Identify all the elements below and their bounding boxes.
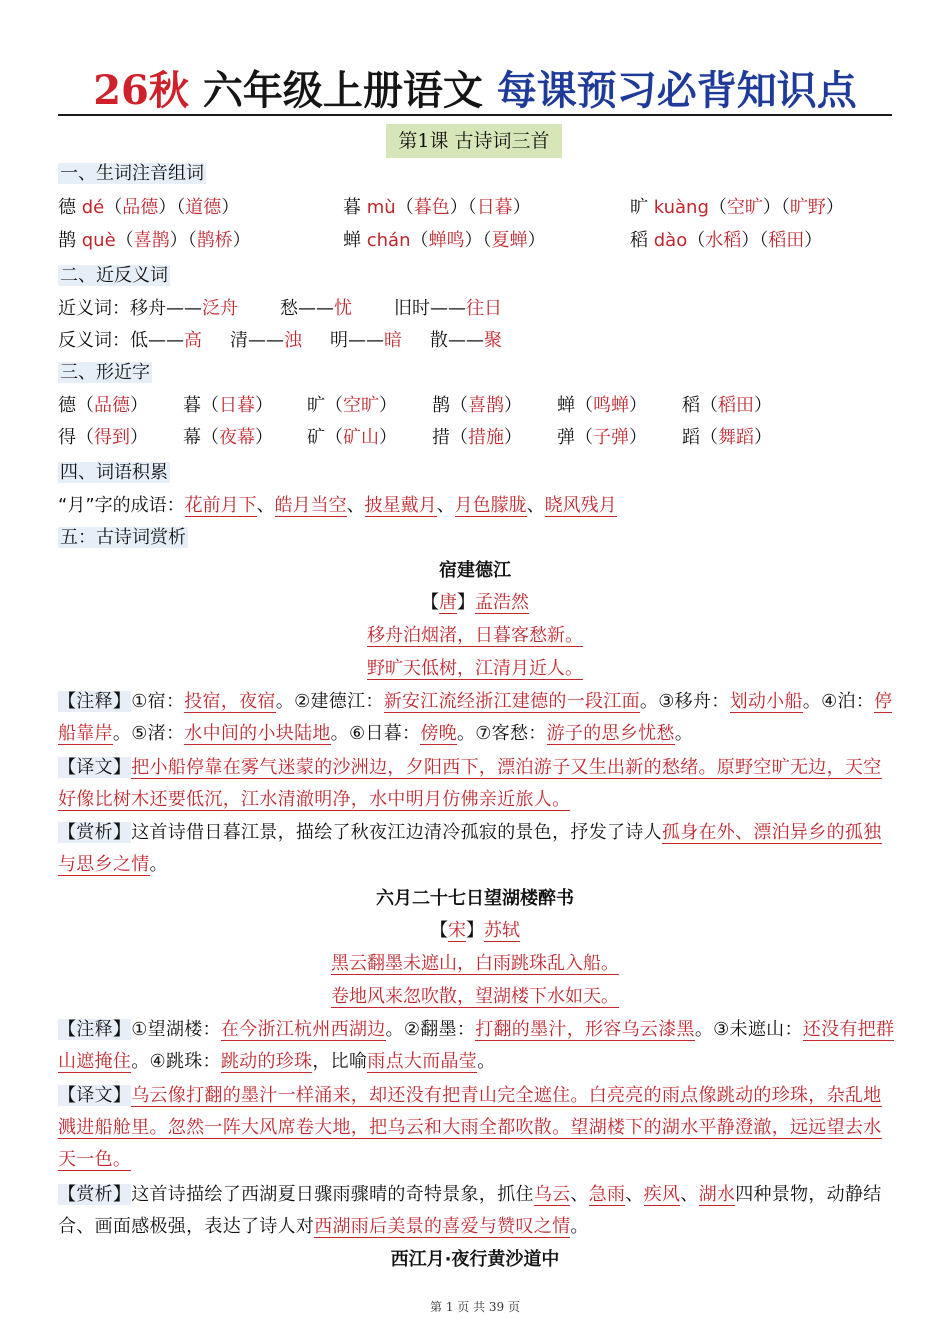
similar-char: 鹊 [432, 395, 450, 416]
vocab-item: 蝉 chán（蝉鸣）（夏蝉） [343, 230, 546, 251]
dash: —— [248, 330, 284, 351]
vocab-pinyin: dào [653, 230, 688, 251]
poem2-appreciation: 【赏析】这首诗描绘了西湖夏日骤雨骤晴的奇特景象，抓住乌云、急雨、疾风、湖水四种景物，动静结合、画面感极强，表达了诗人对西湖雨后美景的喜爱与赞叹之情。 [58, 1184, 882, 1237]
vocab-word: 喜鹊 [133, 230, 170, 251]
vocab-char: 鹊 [58, 230, 76, 251]
synonyms-pair [394, 295, 502, 323]
similar-word: 品德 [94, 395, 130, 416]
idiom-item: 月色朦胧 [454, 495, 527, 516]
similar-word: 舞蹈 [718, 427, 754, 448]
note-key: ③移舟： [658, 691, 730, 712]
vocab-item: 旷 kuàng（空旷）（旷野） [630, 197, 844, 218]
scenery-item: 疾风 [643, 1184, 681, 1205]
synonyms-word: 移舟 [130, 298, 166, 319]
similar-word: 子弹 [593, 427, 629, 448]
idiom-item: 披星戴月 [364, 495, 437, 516]
poem1-byline: 【唐】孟浩然 [421, 592, 529, 613]
note-key: ④泊： [821, 691, 875, 712]
antonyms-row: 反义词：低——高 清——浊 明——暗 散——聚 [58, 327, 502, 355]
similar-char: 措 [432, 427, 450, 448]
similar-char: 暮 [183, 395, 201, 416]
antonyms-word: 清 [230, 330, 248, 351]
synonyms-word: 愁 [280, 298, 298, 319]
synonyms-pair [280, 295, 352, 323]
note-key: ⑦客愁： [475, 723, 547, 744]
similar-word: 夜幕 [219, 427, 255, 448]
antonyms-pair [430, 327, 502, 355]
poem1-title: 宿建德江 [439, 560, 511, 581]
idioms-row: “月”字的成语：花前月下、皓月当空、披星戴月、月色朦胧、晓风残月 [58, 495, 617, 516]
vocab-word: 暮色 [413, 197, 450, 218]
similar-char: 幕 [183, 427, 201, 448]
poem1-line-2: 野旷天低树，江清月近人。 [367, 658, 583, 679]
note-key: ①宿： [131, 691, 185, 712]
vocab-word: 夏蝉 [491, 230, 528, 251]
vocab-pinyin: kuàng [653, 197, 709, 218]
poem1-translation: 【译文】把小船停靠在雾气迷蒙的沙洲边，夕阳西下，漂泊游子又生出新的愁绪。原野空旷无边，天空好像比树木还要低沉，江水清澈明净，水中明月仿佛亲近旅人。 [58, 757, 882, 810]
similar-word: 鸣蝉 [593, 395, 629, 416]
poem2-title: 六月二十七日望湖楼醉书 [376, 888, 574, 909]
similar-word: 得到 [94, 427, 130, 448]
similar-char-item: 德（品德） [58, 395, 148, 416]
scenery-item: 湖水 [698, 1184, 736, 1205]
vocab-item: 稻 dào（水稻）（稻田） [630, 230, 823, 251]
similar-word: 稻田 [718, 395, 754, 416]
similar-char-item: 稻（稻田） [682, 395, 772, 416]
antonyms-pair [330, 327, 402, 355]
vocab-word: 鹊桥 [196, 230, 233, 251]
similar-char: 德 [58, 395, 76, 416]
similar-word: 矿山 [343, 427, 379, 448]
similar-char: 得 [58, 427, 76, 448]
dash: —— [298, 298, 334, 319]
vocab-pinyin: mù [366, 197, 396, 218]
antonyms-answer: 高 [184, 330, 202, 351]
similar-char: 弹 [557, 427, 575, 448]
page-title [93, 68, 857, 114]
similar-char: 稻 [682, 395, 700, 416]
poem1-line-1: 移舟泊烟渚，日暮客愁新。 [367, 625, 583, 646]
lesson-title: 第1课 古诗词三首 [386, 124, 562, 158]
antonyms-word: 散 [430, 330, 448, 351]
vocab-pinyin: què [81, 230, 116, 251]
vocab-pinyin: chán [366, 230, 411, 251]
synonyms-word: 旧时 [394, 298, 430, 319]
poem3-title: 西江月·夜行黄沙道中 [390, 1249, 560, 1270]
antonyms-word: 低 [130, 330, 148, 351]
note-value: 新安江流经浙江建德的一段江面 [383, 691, 640, 712]
title-grade: 六年级上册语文 [202, 68, 483, 114]
vocab-word: 空旷 [726, 197, 763, 218]
synonyms-answer: 往日 [466, 298, 502, 319]
similar-word: 空旷 [343, 395, 379, 416]
section-heading-1: 一、生词注音组词 [60, 163, 204, 184]
title-season: 26秋 [93, 67, 189, 114]
vocab-char: 德 [58, 197, 76, 218]
section-heading-5: 五：古诗词赏析 [60, 527, 186, 548]
similar-char-item: 暮（日暮） [183, 395, 273, 416]
dash: —— [430, 298, 466, 319]
poem2-notes: 【注释】①望湖楼：在今浙江杭州西湖边。②翻墨：打翻的墨汁，形容乌云漆黑。③未遮山：还没有把群山遮掩住。④跳珠：跳动的珍珠，比喻雨点大而晶莹。 [58, 1019, 895, 1072]
vocab-char: 稻 [630, 230, 648, 251]
idiom-item: 晓风残月 [544, 495, 617, 516]
note-key: ②建德江： [294, 691, 384, 712]
similar-char-item: 幕（夜幕） [183, 427, 273, 448]
antonyms-answer: 聚 [484, 330, 502, 351]
section-heading-4: 四、词语积累 [60, 462, 168, 483]
section-heading-3: 三、形近字 [60, 362, 150, 383]
similar-char-item: 鹊（喜鹊） [432, 395, 522, 416]
similar-word: 喜鹊 [468, 395, 504, 416]
vocab-word: 水稻 [705, 230, 742, 251]
antonyms-answer: 浊 [284, 330, 302, 351]
synonyms-row: 近义词：移舟——泛舟 愁——忧 旧时——往日 [58, 295, 502, 323]
antonyms-word: 明 [330, 330, 348, 351]
vocab-char: 旷 [630, 197, 648, 218]
scenery-item: 急雨 [588, 1184, 626, 1205]
idiom-item: 皓月当空 [274, 495, 347, 516]
note-value: 划动小船 [729, 691, 803, 712]
vocab-word: 蝉鸣 [428, 230, 465, 251]
note-value: 停船靠岸 [58, 691, 893, 744]
similar-char-item: 矿（矿山） [307, 427, 397, 448]
vocab-item: 鹊 què（喜鹊）（鹊桥） [58, 230, 251, 251]
synonyms-answer: 忧 [334, 298, 352, 319]
poem1-notes: 【注释】①宿：投宿，夜宿。②建德江：新安江流经浙江建德的一段江面。③移舟：划动小船。④泊：停船靠岸。⑤渚：水中间的小块陆地。⑥日暮：傍晚。⑦客愁：游子的思乡忧愁。 [58, 691, 893, 744]
poem1-appreciation: 【赏析】这首诗借日暮江景，描绘了秋夜江边清冷孤寂的景色，抒发了诗人孤身在外、漂泊异乡的孤独与思乡之情。 [58, 822, 882, 875]
synonyms-answer: 泛舟 [202, 298, 238, 319]
similar-char-item: 旷（空旷） [307, 395, 397, 416]
similar-char-item: 弹（子弹） [557, 427, 647, 448]
antonyms-pair [230, 327, 302, 355]
vocab-pinyin: dé [81, 197, 105, 218]
antonyms-answer: 暗 [384, 330, 402, 351]
vocab-char: 暮 [343, 197, 361, 218]
dash: —— [448, 330, 484, 351]
section-heading-2: 二、近反义词 [60, 265, 168, 286]
scenery-item: 乌云 [533, 1184, 571, 1205]
vocab-item: 暮 mù（暮色）（日暮） [343, 197, 531, 218]
similar-word: 措施 [468, 427, 504, 448]
synonyms-pair [130, 295, 238, 323]
idiom-item: 花前月下 [184, 495, 257, 516]
poem2-translation: 【译文】乌云像打翻的墨汁一样涌来，却还没有把青山完全遮住。白亮亮的雨点像跳动的珍珠，杂乱地溅进船舱里。忽然一阵大风席卷大地，把乌云和大雨全都吹散。望湖楼下的湖水平静澄澈，远远望去水天一色。 [58, 1085, 882, 1170]
similar-char: 蹈 [682, 427, 700, 448]
vocab-word: 日暮 [476, 197, 513, 218]
note-value: 投宿，夜宿 [184, 691, 276, 712]
vocab-word: 道德 [185, 197, 222, 218]
similar-char-item: 措（措施） [432, 427, 522, 448]
title-topic: 每课预习必背知识点 [496, 68, 857, 114]
note-value: 水中间的小块陆地 [184, 723, 331, 744]
dash: —— [166, 298, 202, 319]
dash: —— [348, 330, 384, 351]
similar-char: 蝉 [557, 395, 575, 416]
note-value: 游子的思乡忧愁 [546, 723, 675, 744]
antonyms-pair [130, 327, 202, 355]
vocab-item: 德 dé（品德）（道德） [58, 197, 240, 218]
similar-char: 旷 [307, 395, 325, 416]
vocab-char: 蝉 [343, 230, 361, 251]
vocab-word: 旷野 [789, 197, 826, 218]
poem2-byline: 【宋】苏轼 [430, 920, 520, 941]
similar-char-item: 蹈（舞蹈） [682, 427, 772, 448]
note-key: ⑤渚： [131, 723, 185, 744]
page-footer: 第 1 页 共 39 页 [430, 1300, 520, 1314]
similar-char-item: 得（得到） [58, 427, 148, 448]
similar-char-item: 蝉（鸣蝉） [557, 395, 647, 416]
similar-word: 日暮 [219, 395, 255, 416]
similar-char: 矿 [307, 427, 325, 448]
vocab-word: 品德 [122, 197, 159, 218]
dash: —— [148, 330, 184, 351]
page-header [58, 64, 892, 116]
poem2-line-2: 卷地风来忽吹散，望湖楼下水如天。 [331, 986, 619, 1007]
vocab-word: 稻田 [768, 230, 805, 251]
note-key: ⑥日暮： [348, 723, 421, 744]
poem2-line-1: 黑云翻墨未遮山，白雨跳珠乱入船。 [331, 953, 619, 974]
note-value: 傍晚 [420, 723, 457, 744]
